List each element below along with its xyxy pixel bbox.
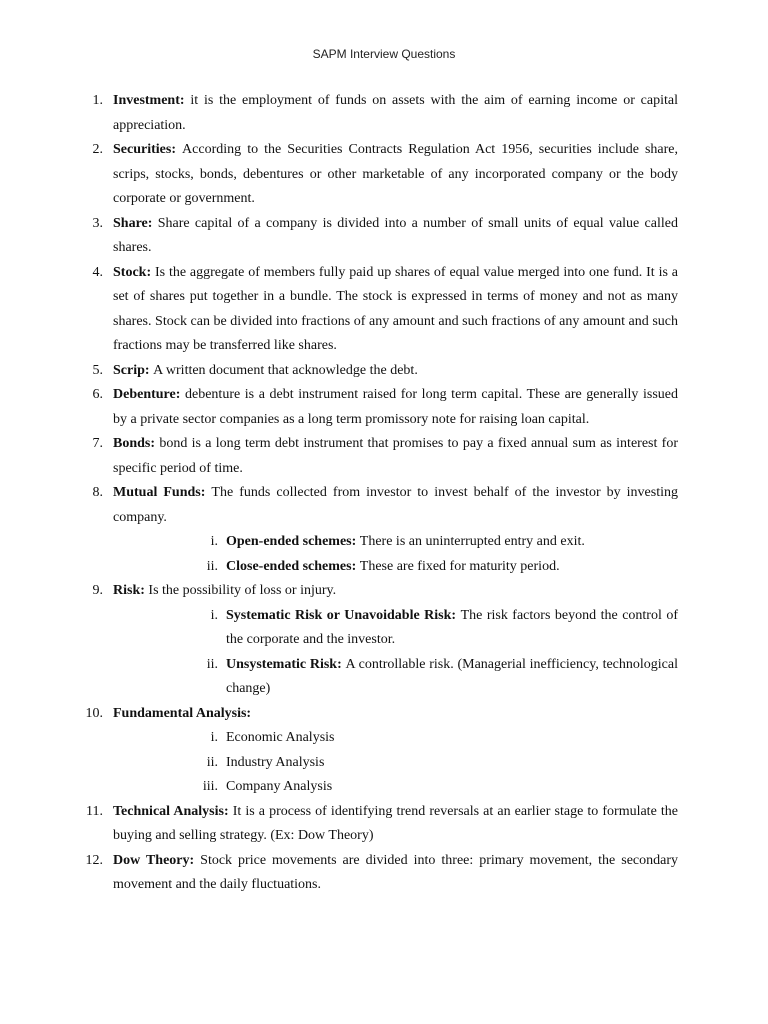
page-title: SAPM Interview Questions	[312, 47, 456, 61]
item-term: Risk:	[113, 583, 149, 598]
sub-item-numeral: ii.	[206, 558, 218, 574]
sub-item-term: Unsystematic Risk:	[226, 656, 346, 672]
item-number: 5.	[92, 362, 103, 378]
item-number: 11.	[86, 803, 103, 819]
sub-item-text: A controllable risk. (Managerial inefficiency, technological change)	[226, 656, 678, 696]
list-item	[0, 432, 678, 481]
sub-item-term: Close-ended schemes:	[226, 558, 360, 574]
item-term: Scrip:	[113, 362, 154, 378]
item-text: bond is a long term debt instrument that promises to pay a fixed annual sum as interest for specific period of time.	[113, 436, 678, 476]
sub-item-numeral: ii.	[206, 656, 218, 672]
item-text: The funds collected from investor to invest behalf of the investor by investing company.	[113, 485, 678, 525]
list-item	[0, 261, 678, 359]
item-number: 8.	[92, 485, 103, 500]
item-text: According to the Securities Contracts Regulation Act 1956, securities include share, scrips, stocks, bonds, debentures or other marketable of any incorporated company or the body corporate or government.	[113, 142, 679, 206]
item-number: 7.	[92, 436, 103, 451]
sub-item-numeral: i.	[210, 534, 218, 549]
item-text: Is the possibility of loss or injury.	[148, 583, 337, 598]
item-number: 9.	[92, 583, 103, 598]
item-term: Mutual Funds:	[113, 485, 212, 500]
sub-item-numeral: i.	[210, 607, 218, 623]
list-item	[0, 138, 678, 212]
sub-list-item	[0, 751, 678, 776]
item-term: Technical Analysis:	[113, 803, 233, 819]
item-number: 12.	[85, 852, 103, 868]
item-term: Securities:	[113, 142, 183, 157]
list-item	[0, 849, 678, 898]
sub-item-text: Company Analysis	[226, 779, 333, 794]
item-number: 6.	[92, 387, 103, 402]
sub-list-item	[0, 555, 678, 580]
item-term: Debenture:	[113, 387, 185, 402]
item-number: 3.	[92, 215, 103, 231]
list-item	[0, 481, 678, 530]
item-term: Stock:	[113, 264, 155, 280]
sub-item-numeral: ii.	[206, 754, 218, 770]
item-number: 2.	[92, 142, 103, 157]
sub-list-item	[0, 604, 678, 653]
item-term: Fundamental Analysis:	[113, 705, 252, 721]
sub-item-numeral: i.	[210, 730, 218, 745]
item-text: It is a process of identifying trend reversals at an earlier stage to formulate the buying and selling strategy. (Ex: Dow Theory)	[113, 803, 678, 843]
item-text: Stock price movements are divided into three: primary movement, the secondary movement and the daily fluctuations.	[113, 852, 678, 892]
list-item	[0, 383, 678, 432]
item-number: 10.	[85, 705, 103, 721]
sub-list-item	[0, 530, 678, 555]
sub-item-text: There is an uninterrupted entry and exit.	[359, 534, 585, 549]
list-item	[0, 579, 678, 604]
item-term: Investment:	[113, 93, 191, 108]
question-list	[0, 89, 768, 898]
sub-list-item	[0, 726, 678, 751]
list-item	[0, 89, 678, 138]
item-term: Share:	[113, 215, 158, 231]
sub-item-term: Open-ended schemes:	[226, 534, 360, 549]
list-item	[0, 702, 678, 727]
item-text: debenture is a debt instrument raised for long term capital. These are generally issued by a private sector companies as a long term promissory note for raising loan capital.	[113, 387, 678, 427]
sub-item-text: Industry Analysis	[226, 754, 325, 770]
list-item	[0, 359, 678, 384]
sub-item-text: These are fixed for maturity period.	[359, 558, 560, 574]
item-text: it is the employment of funds on assets with the aim of earning income or capital appreciation.	[113, 93, 678, 133]
item-text: Is the aggregate of members fully paid up shares of equal value merged into one fund. It is a set of shares put together in a bundle. The stock is expressed in terms of money and not as many shares. Stock can be divided into fractions of any amount and such fractions of any amount and such fractions may be transferred like shares.	[113, 264, 678, 353]
sub-item-text: The risk factors beyond the control of the corporate and the investor.	[226, 607, 679, 647]
item-text: Share capital of a company is divided into a number of small units of equal value called shares.	[113, 215, 678, 255]
item-number: 4.	[92, 264, 103, 280]
sub-item-term: Systematic Risk or Unavoidable Risk:	[226, 607, 461, 623]
item-term: Bonds:	[113, 436, 160, 451]
sub-item-text: Economic Analysis	[226, 730, 335, 745]
sub-list-item	[0, 653, 678, 702]
item-term: Dow Theory:	[113, 852, 201, 868]
sub-list-item	[0, 775, 678, 800]
item-number: 1.	[92, 93, 103, 108]
list-item	[0, 800, 678, 849]
item-text: A written document that acknowledge the debt.	[153, 362, 418, 378]
list-item	[0, 212, 678, 261]
sub-item-numeral: iii.	[202, 779, 218, 794]
